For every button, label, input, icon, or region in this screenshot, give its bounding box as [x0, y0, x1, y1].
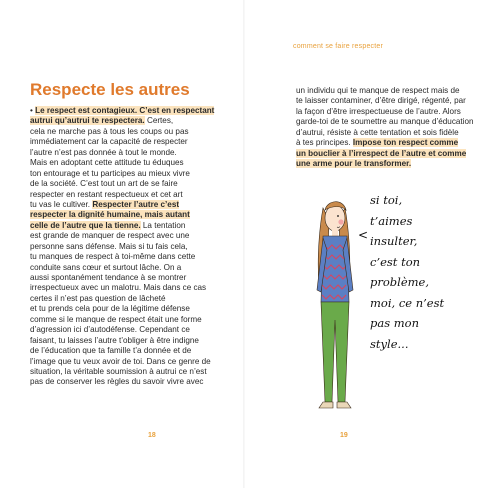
body-text: faisant, tu laisses l’autre t’obliger à être indigne — [30, 335, 199, 345]
body-text: conduite sans cœur et surtout lâche. On a — [30, 262, 182, 272]
text-line — [30, 169, 235, 179]
body-text: un individu qui te manque de respect mais de — [296, 86, 460, 95]
text-line — [30, 210, 235, 220]
text-line — [296, 86, 476, 96]
highlighted-text: un bouclier à l’irrespect de l’autre et comme — [296, 148, 467, 158]
running-head: comment se faire respecter — [293, 43, 384, 50]
speech-line: si toi, — [370, 193, 403, 207]
speech-line: style... — [370, 336, 409, 351]
text-line — [30, 158, 235, 168]
text-line — [296, 128, 476, 138]
text-line — [30, 221, 235, 231]
speech-line: problème, — [370, 275, 429, 289]
speech-line: insulter, — [370, 234, 418, 248]
body-text: respecter en restant respectueux et cet art — [30, 189, 183, 199]
body-text: irrespectueux avec un malotru. Mais dans ce cas — [30, 283, 207, 293]
body-text: de l’éducation que ta famille t’a donnée et de — [30, 346, 192, 356]
body-text: Mais en adoptant cette attitude tu éduques — [30, 158, 184, 168]
highlighted-text: Impose ton respect comme — [352, 138, 459, 148]
text-line — [30, 263, 235, 273]
text-line — [30, 377, 235, 387]
text-line — [296, 159, 476, 169]
text-line — [30, 137, 235, 147]
body-text: personne sans défense. Mais si tu fais cela, — [30, 241, 188, 251]
highlighted-text: Respecter l’autre c’est — [92, 199, 180, 209]
highlighted-text: Le respect est contagieux. C’est en respectant — [35, 106, 215, 115]
body-text: situation, la véritable soumission à autrui ce n’est — [30, 366, 207, 376]
text-line — [296, 138, 476, 148]
highlighted-text: respecter la dignité humaine, mais autant — [30, 210, 190, 220]
page-number-right: 19 — [340, 432, 348, 439]
speech-pointer: < — [358, 228, 369, 242]
left-body-text — [30, 106, 235, 388]
text-line — [30, 304, 235, 314]
speech-line: t’aimes — [370, 213, 413, 228]
speech-line: pas mon — [370, 316, 420, 330]
body-text: • — [30, 106, 36, 115]
highlighted-text: une arme pour le transformer. — [296, 159, 412, 169]
text-line — [30, 367, 235, 377]
body-text: Certes, — [144, 116, 174, 126]
right-body-text — [296, 86, 476, 170]
book-gutter — [243, 0, 245, 488]
body-text: de la société. C’est tout un art de se faire — [30, 179, 178, 189]
body-text: te laisser contaminer, d’être dirigé, régenté, par — [296, 96, 466, 106]
body-text: aussi spontanément tendance à se montrer — [30, 273, 187, 282]
body-text: la façon d’être irrespectueuse de l’autre. Alors — [296, 106, 461, 116]
body-text: comme si le manque de respect était une forme — [30, 314, 202, 324]
text-line — [30, 315, 235, 325]
body-text: cela ne marche pas à tous les coups ou pas — [30, 126, 189, 136]
text-line — [30, 346, 235, 356]
text-line — [30, 294, 235, 304]
text-line — [30, 357, 235, 367]
text-line — [30, 116, 235, 126]
text-line — [30, 231, 235, 241]
text-line — [30, 325, 235, 335]
body-text: pas de conserver les règles du savoir vivre avec — [30, 377, 204, 387]
chapter-title: Respecte les autres — [30, 80, 190, 99]
body-text: d’agression ici d’autodéfense. Cependant ce — [30, 325, 190, 335]
highlighted-text: autrui qu’autrui te respectera. — [30, 116, 145, 126]
text-line — [30, 283, 235, 293]
girl-illustration — [305, 190, 365, 420]
speech-line: c’est ton — [370, 254, 421, 269]
speech-bubble-text — [370, 190, 480, 354]
body-text: et tu prends cela pour de la légitime défense — [30, 304, 190, 314]
text-line — [30, 242, 235, 252]
page-number-left: 18 — [148, 432, 156, 439]
text-line — [30, 148, 235, 158]
body-text: certes il n’est pas question de lâcheté — [30, 293, 166, 303]
text-line — [30, 127, 235, 137]
text-line — [30, 273, 235, 283]
body-text: à tes principes. — [296, 138, 353, 148]
body-text: immédiatement car la capacité de respecter — [30, 137, 188, 147]
text-line — [30, 106, 235, 116]
text-line — [296, 107, 476, 117]
body-text: d’autrui, résiste à cette tentation et sois fidèle — [296, 127, 459, 137]
body-text: est grande de manquer de respect avec une — [30, 231, 190, 241]
body-text: tu vas le cultiver. — [30, 199, 93, 209]
body-text: La tentation — [140, 220, 186, 230]
text-line — [30, 190, 235, 200]
text-line — [296, 96, 476, 106]
text-line — [30, 336, 235, 346]
body-text: ton entourage et tu participes au mieux vivre — [30, 168, 190, 178]
text-line — [30, 179, 235, 189]
body-text: tu manques de respect à toi-même dans cette — [30, 252, 196, 262]
text-line — [296, 117, 476, 127]
highlighted-text: celle de l’autre que la tienne. — [30, 220, 141, 230]
text-line — [296, 149, 476, 159]
text-line — [30, 200, 235, 210]
body-text: garde-toi de te soumettre au manque d’éducation — [296, 117, 474, 127]
text-line — [30, 252, 235, 262]
body-text: l’image que tu veux avoir de toi. Dans ce genre de — [30, 356, 211, 366]
speech-line: moi, ce n’est — [370, 295, 445, 310]
body-text: l’autre n’est pas donnée à tout le monde. — [30, 147, 177, 157]
